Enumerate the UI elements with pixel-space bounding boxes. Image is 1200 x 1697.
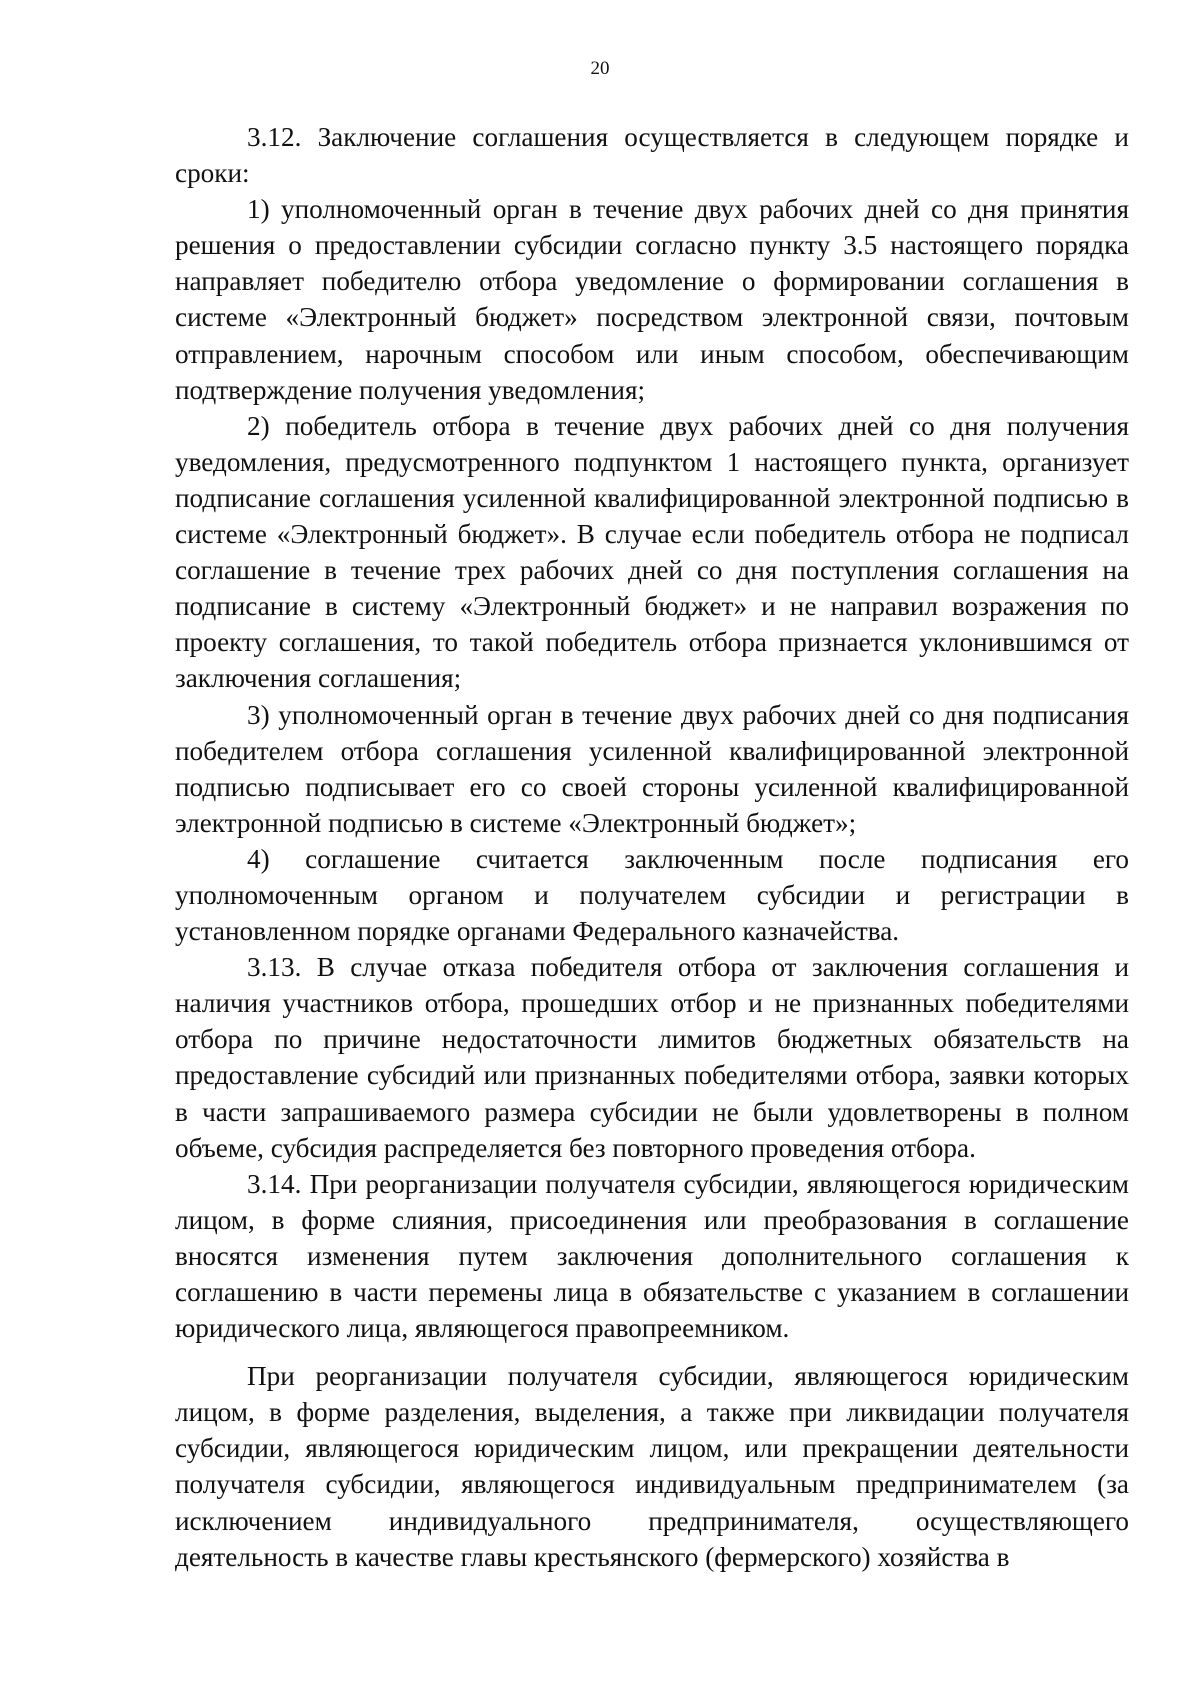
paragraph-3-12-item-2: 2) победитель отбора в течение двух рабочих дней со дня получения уведомления, предусмотренного подпунктом 1 настоящего пункта, организует подписание соглашения усиленной квалифицированной электронной подписью в системе «Электронный бюджет». В случае если победитель отбора не подписал соглашение в течение трех рабочих дней со дня поступления соглашения на подписание в систему «Электронный бюджет» и не направил возражения по проекту соглашения, то такой победитель отбора признается уклонившимся от заключения соглашения;	[175, 410, 1129, 694]
paragraph-3-12-item-3: 3) уполномоченный орган в течение двух рабочих дней со дня подписания победителем отбора соглашения усиленной квалифицированной электронной подписью подписывает его со своей стороны усиленной квалифицированной электронной подписью в системе «Электронный бюджет»;	[175, 699, 1129, 838]
paragraph-3-13: 3.13. В случае отказа победителя отбора от заключения соглашения и наличия участников отбора, прошедших отбор и не признанных победителями отбора по причине недостаточности лимитов бюджетных обязательств на предоставление субсидий или признанных победителями отбора, заявки которых в части запрашиваемого размера субсидии не были удовлетворены в полном объеме, субсидия распределяется без повторного проведения отбора.	[175, 952, 1129, 1163]
paragraph-reorganization: При реорганизации получателя субсидии, являющегося юридическим лицом, в форме разделения, выделения, а также при ликвидации получателя субсидии, являющегося юридическим лицом, или прекращении деятельности получателя субсидии, являющегося индивидуальным предпринимателем (за исключением индивидуального предпринимателя, осуществляющего деятельность в качестве главы крестьянского (фермерского) хозяйства в	[175, 1361, 1129, 1572]
paragraph-3-12-item-1: 1) уполномоченный орган в течение двух рабочих дней со дня принятия решения о предоставлении субсидии согласно пункту 3.5 настоящего порядка направляет победителю отбора уведомление о формировании соглашения в системе «Электронный бюджет» посредством электронной связи, почтовым отправлением, нарочным способом или иным способом, обеспечивающим подтверждение получения уведомления;	[175, 194, 1129, 405]
paragraph-3-12-item-4: 4) соглашение считается заключенным после подписания его уполномоченным органом и получателем субсидии и регистрации в установленном порядке органами Федерального казначейства.	[175, 843, 1129, 947]
document-body	[175, 119, 1129, 1575]
paragraph-3-14: 3.14. При реорганизации получателя субсидии, являющегося юридическим лицом, в форме слияния, присоединения или преобразования в соглашение вносятся изменения путем заключения дополнительного соглашения к соглашению в части перемены лица в обязательстве с указанием в соглашении юридического лица, являющегося правопреемником.	[175, 1168, 1129, 1344]
page-number: 20	[590, 58, 610, 79]
paragraph-3-12: 3.12. Заключение соглашения осуществляется в следующем порядке и сроки:	[175, 122, 1129, 189]
